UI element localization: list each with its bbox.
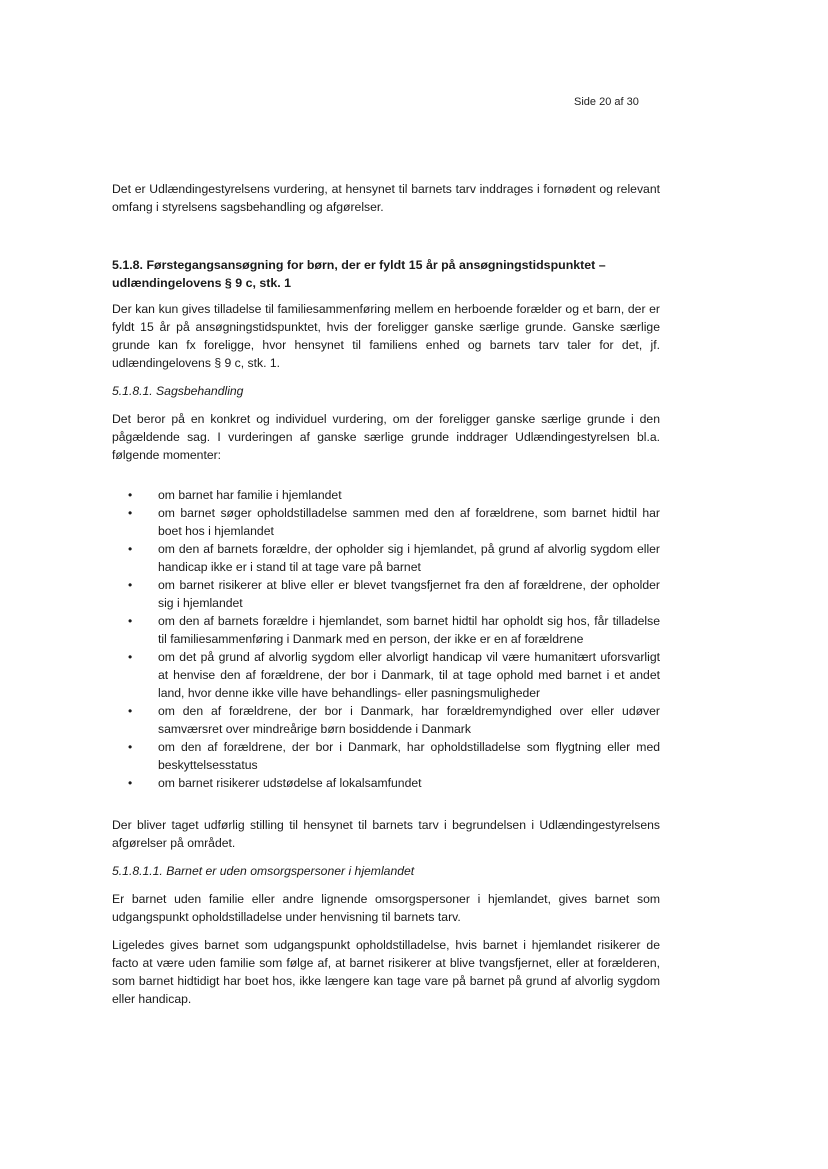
- document-body: [112, 180, 660, 1008]
- bullet-icon: •: [128, 704, 133, 718]
- page-number: Side 20 af 30: [574, 96, 639, 108]
- intro-paragraph: Det er Udlændingestyrelsens vurdering, at hensynet til barnets tarv inddrages i fornødent og relevant omfang i styrelsens sagsbehandling og afgørelser.: [112, 182, 660, 214]
- bullet-icon: •: [128, 740, 133, 754]
- bullet-icon: •: [128, 776, 133, 790]
- bullet-icon: •: [128, 542, 133, 556]
- list-item: • om det på grund af alvorlig sygdom eller alvorligt handicap vil være humanitært uforsvarligt at henvise den af forældrene, der bor i Danmark, til at tage ophold med barnet i et andet land, hvor denne ikke ville have behandlings- eller pasningsmuligheder: [128, 650, 660, 700]
- bullet-icon: •: [128, 650, 133, 664]
- list-item: • om barnet risikerer udstødelse af lokalsamfundet: [128, 776, 422, 790]
- list-item: • om barnet har familie i hjemlandet: [128, 488, 342, 502]
- subsubsection-paragraph-2: Ligeledes gives barnet som udgangspunkt opholdstilladelse, hvis barnet i hjemlandet risikerer de facto at være uden familie som følge af, at barnet risikerer at blive tvangsfjernet, eller at forælderen, som barnet hidtidigt har boet hos, ikke længere kan tage vare på barnet på grund af alvorlig sygdom eller handicap.: [112, 938, 660, 1006]
- section-paragraph: Der kan kun gives tilladelse til familiesammenføring mellem en herboende forælder og et barn, der er fyldt 15 år på ansøgningstidspunktet, hvis der foreligger ganske særlige grunde. Ganske særlige grunde kan fx foreligge, hvor hensynet til familiens enhed og barnets tarv taler for det, jf. udlændingelovens § 9 c, stk. 1.: [112, 302, 660, 370]
- list-item: • om barnet søger opholdstilladelse sammen med den af forældrene, som barnet hidtil har boet hos i hjemlandet: [128, 506, 660, 538]
- subsubsection-heading: 5.1.8.1.1. Barnet er uden omsorgspersoner i hjemlandet: [112, 864, 415, 878]
- bullet-icon: •: [128, 614, 133, 628]
- subsection-heading: 5.1.8.1. Sagsbehandling: [112, 384, 244, 398]
- bullet-icon: •: [128, 506, 133, 520]
- list-item: • om den af forældrene, der bor i Danmark, har forældremyndighed over eller udøver samværsret over mindreårige børn bosiddende i Danmark: [128, 704, 660, 736]
- list-item: • om barnet risikerer at blive eller er blevet tvangsfjernet fra den af forældrene, der opholder sig i hjemlandet: [128, 578, 660, 610]
- list-item: • om den af barnets forældre, der opholder sig i hjemlandet, på grund af alvorlig sygdom eller handicap ikke er i stand til at tage vare på barnet: [128, 542, 660, 574]
- bullet-icon: •: [128, 488, 133, 502]
- section-heading: 5.1.8. Førstegangsansøgning for børn, der er fyldt 15 år på ansøgningstidspunktet – udlændingelovens § 9 c, stk. 1: [112, 258, 606, 290]
- subsection-paragraph: Det beror på en konkret og individuel vurdering, om der foreligger ganske særlige grunde i den pågældende sag. I vurderingen af ganske særlige grunde inddrager Udlændingestyrelsen bl.a. følgende momenter:: [112, 412, 660, 462]
- bullet-icon: •: [128, 578, 133, 592]
- subsubsection-paragraph-1: Er barnet uden familie eller andre lignende omsorgspersoner i hjemlandet, gives barnet som udgangspunkt opholdstilladelse under henvisning til barnets tarv.: [112, 892, 660, 924]
- criteria-list: [112, 486, 660, 792]
- list-item: • om den af forældrene, der bor i Danmark, har opholdstilladelse som flygtning eller med beskyttelsesstatus: [128, 740, 660, 772]
- list-item: • om den af barnets forældre i hjemlandet, som barnet hidtil har opholdt sig hos, får tilladelse til familiesammenføring i Danmark med en person, der ikke er en af forældrene: [128, 614, 660, 646]
- closing-paragraph: Der bliver taget udførlig stilling til hensynet til barnets tarv i begrundelsen i Udlændingestyrelsens afgørelser på området.: [112, 818, 660, 850]
